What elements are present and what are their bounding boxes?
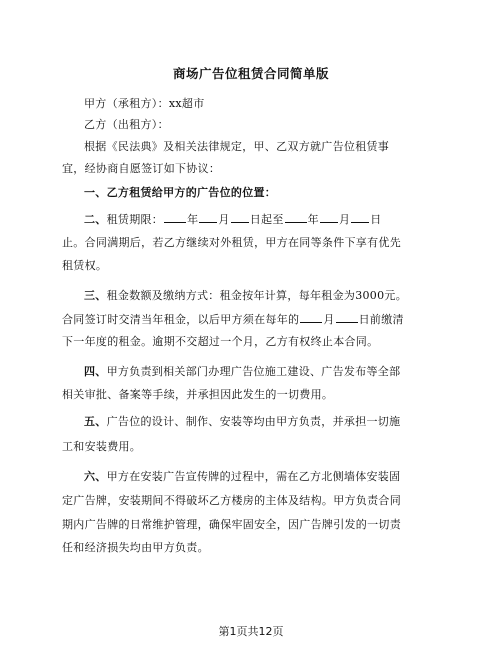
clause-3-line-1: [84, 289, 438, 302]
clause-3-text: 租金数额及缴纳方式：租金按年计算，每年租金为3000元。: [106, 289, 408, 302]
clause-4-number: 四、: [84, 365, 107, 378]
blank-field: [351, 212, 369, 223]
clause-2-text: 年: [307, 213, 319, 226]
clause-6-text: 甲方在安装广告宣传牌的过程中，需在乙方北侧墙体安装固: [106, 470, 401, 483]
clause-5-text: 广告位的设计、制作、安装等均由甲方负责，并承担一切施: [106, 415, 401, 428]
clause-5-line-1: [84, 415, 438, 428]
clause-2-text: 月: [338, 213, 351, 226]
clause-6-line-4: 任和经济损失均由甲方负责。: [62, 541, 209, 554]
clause-2-line-3: 租赁权。: [62, 259, 108, 272]
clause-3-number: 三、: [84, 289, 107, 302]
clause-6-line-3: 期内广告牌的日常维护管理，确保牢固安全，因广告牌引发的一切责: [62, 518, 401, 531]
clause-2-text: 日: [370, 213, 382, 226]
party-b-line: 乙方（出租方）：: [84, 118, 169, 131]
party-a-line: 甲方（承租方）：xx超市: [84, 97, 205, 110]
clause-2-number: 二、: [84, 213, 107, 226]
clause-4-text: 甲方负责到相关部门办理广告位施工建设、广告发布等全部: [106, 365, 401, 378]
clause-6-number: 六、: [84, 470, 107, 483]
clause-2-text: 月: [218, 213, 230, 226]
clause-2-text: 年: [187, 213, 199, 226]
clause-2-text: 租赁期限：: [106, 213, 164, 226]
intro-line-2: 宜，经协商自愿签订如下协议：: [62, 162, 221, 175]
blank-field: [285, 212, 307, 223]
clause-6-line-2: 定广告牌，安装期间不得破坏乙方楼房的主体及结构。甲方负责合同: [62, 494, 401, 507]
blank-field: [300, 312, 322, 323]
document-title: 商场广告位租赁合同简单版: [172, 66, 329, 81]
clause-3-line-2: [62, 312, 438, 326]
clause-2-line-1: [84, 212, 438, 226]
blank-field: [320, 212, 338, 223]
clause-5-number: 五、: [84, 415, 107, 428]
clause-1-heading: 一、乙方租赁给甲方的广告位的位置：: [84, 186, 277, 199]
clause-2-line-2: 止。合同满期后，若乙方继续对外租赁，甲方在同等条件下享有优先: [62, 236, 401, 249]
blank-field: [164, 212, 186, 223]
clause-5-line-2: 工和安装费用。: [62, 440, 142, 453]
blank-field: [231, 212, 249, 223]
clause-3-text: 合同签订时交清当年租金，以后甲方须在每年的: [62, 313, 300, 326]
clause-3-text: 月: [323, 313, 335, 326]
blank-field: [199, 212, 217, 223]
clause-2-text: 日起至: [249, 213, 284, 226]
blank-field: [336, 312, 358, 323]
page-number: 第1页共12页: [218, 625, 284, 638]
clause-4-line-2: 相关审批、备案等手续，并承担因此发生的一切费用。: [62, 388, 334, 401]
clause-3-text: 日前缴清: [358, 313, 404, 326]
clause-6-line-1: [84, 470, 438, 483]
clause-3-line-3: 下一年度的租金。逾期不交超过一个月，乙方有权终止本合同。: [62, 335, 379, 348]
intro-line-1: 根据《民法典》及相关法律规定，甲、乙双方就广告位租赁事: [84, 140, 390, 153]
clause-4-line-1: [84, 365, 438, 378]
